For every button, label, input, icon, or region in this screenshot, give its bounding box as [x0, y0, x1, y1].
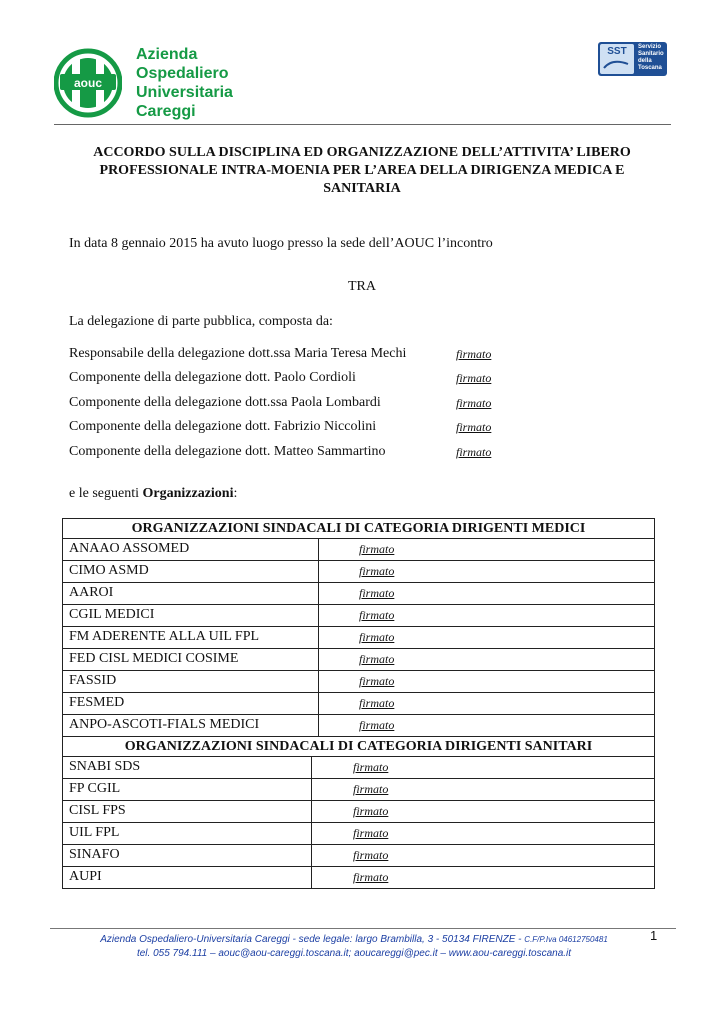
org-name: FED CISL MEDICI COSIME	[69, 651, 239, 666]
table-row	[63, 671, 654, 693]
footer-address	[0, 934, 716, 945]
delegation-row	[69, 419, 492, 435]
signature-mark: firmato	[456, 371, 492, 385]
sst-line: Toscana	[638, 65, 662, 71]
org-name: FM ADERENTE ALLA UIL FPL	[69, 629, 260, 644]
sst-line: della	[638, 58, 652, 64]
delegation-row	[69, 370, 492, 386]
orgs-prefix: e le seguenti	[69, 486, 143, 501]
sst-caption	[638, 44, 664, 72]
footer-vat: C.F/P.Iva 04612750481	[524, 935, 608, 944]
org-name: ANAAO ASSOMED	[69, 541, 190, 556]
footer-address-text: Azienda Ospedaliero-Universitaria Careggi - sede legale: largo Brambilla, 3 - 50134 FIRENZE -	[100, 934, 525, 945]
table-row	[63, 539, 654, 561]
table-row	[63, 823, 654, 845]
intro-paragraph: In data 8 gennaio 2015 ha avuto luogo presso la sede dell’AOUC l’incontro	[69, 236, 493, 251]
signature-mark: firmato	[456, 347, 492, 361]
delegation-row	[69, 395, 492, 411]
delegation-role: Componente della delegazione dott. Matteo Sammartino	[69, 444, 386, 459]
org-name: CIMO ASMD	[69, 563, 149, 578]
signature-mark: firmato	[353, 804, 389, 818]
organizations-table	[62, 518, 655, 889]
delegation-intro: La delegazione di parte pubblica, composta da:	[69, 314, 333, 329]
footer-divider	[50, 928, 676, 929]
signature-mark: firmato	[353, 870, 389, 884]
svg-text:aouc: aouc	[73, 76, 103, 90]
organizations-intro	[69, 486, 237, 502]
table-row	[63, 779, 654, 801]
table-row	[63, 715, 654, 737]
org-name: UIL FPL	[69, 825, 120, 840]
delegation-role: Componente della delegazione dott. Fabrizio Niccolini	[69, 419, 377, 434]
signature-mark: firmato	[359, 608, 395, 622]
svg-text:SST: SST	[607, 46, 627, 57]
signature-mark: firmato	[353, 826, 389, 840]
table-row	[63, 757, 654, 779]
orgs-bold: Organizzazioni	[142, 486, 234, 501]
org-name: FP CGIL	[69, 781, 121, 796]
table-row	[63, 561, 654, 583]
signature-mark: firmato	[359, 586, 395, 600]
delegation-role: Responsabile della delegazione dott.ssa Maria Teresa Mechi	[69, 346, 407, 361]
delegation-role: Componente della delegazione dott.ssa Paola Lombardi	[69, 395, 381, 410]
logo-line: Careggi	[136, 103, 196, 120]
signature-mark: firmato	[359, 652, 395, 666]
table-row	[63, 649, 654, 671]
delegation-role: Componente della delegazione dott. Paolo Cordioli	[69, 370, 356, 385]
org-name: ANPO-ASCOTI-FIALS MEDICI	[69, 717, 260, 732]
delegation-row	[69, 444, 492, 460]
signature-mark: firmato	[353, 760, 389, 774]
org-name: SNABI SDS	[69, 759, 141, 774]
section-header-medici: ORGANIZZAZIONI SINDACALI DI CATEGORIA DIRIGENTI MEDICI	[63, 519, 654, 539]
signature-mark: firmato	[359, 718, 395, 732]
org-name: CISL FPS	[69, 803, 126, 818]
org-name: AUPI	[69, 869, 102, 884]
signature-mark: firmato	[359, 630, 395, 644]
signature-mark: firmato	[456, 420, 492, 434]
signature-mark: firmato	[359, 542, 395, 556]
tra-heading: TRA	[348, 279, 376, 294]
table-row	[63, 801, 654, 823]
table-row	[63, 605, 654, 627]
section-header-sanitari: ORGANIZZAZIONI SINDACALI DI CATEGORIA DIRIGENTI SANITARI	[63, 737, 654, 757]
signature-mark: firmato	[456, 445, 492, 459]
page-number: 1	[650, 928, 658, 943]
signature-mark: firmato	[359, 564, 395, 578]
header-divider	[54, 124, 671, 125]
logo-line: Ospedaliero	[136, 65, 229, 82]
logo-wordmark	[136, 45, 233, 121]
orgs-suffix: :	[233, 486, 238, 501]
org-name: FASSID	[69, 673, 117, 688]
org-name: SINAFO	[69, 847, 120, 862]
delegation-row	[69, 346, 492, 362]
document-header	[0, 0, 724, 127]
signature-mark: firmato	[353, 782, 389, 796]
signature-mark: firmato	[359, 696, 395, 710]
signature-mark: firmato	[359, 674, 395, 688]
footer-contacts: tel. 055 794.111 – aouc@aou-careggi.toscana.it; aoucareggi@pec.it – www.aou-careggi.toscana.it	[136, 948, 572, 959]
org-name: AAROI	[69, 585, 114, 600]
logo-line: Azienda	[136, 46, 198, 63]
document-title: ACCORDO SULLA DISCIPLINA ED ORGANIZZAZIONE DELL’ATTIVITA’ LIBERO PROFESSIONALE INTRA-MOENIA PER L’AREA DELLA DIRIGENZA MEDICA E SANITARIA	[93, 145, 631, 196]
table-row	[63, 845, 654, 867]
signature-mark: firmato	[353, 848, 389, 862]
table-row	[63, 693, 654, 715]
table-row	[63, 627, 654, 649]
org-name: CGIL MEDICI	[69, 607, 155, 622]
logo-line: Universitaria	[136, 84, 233, 101]
signature-mark: firmato	[456, 396, 492, 410]
table-row	[63, 583, 654, 605]
sst-line: Servizio	[638, 44, 662, 50]
aouc-logo-icon	[54, 44, 122, 122]
sst-line: Sanitario	[638, 51, 664, 57]
org-name: FESMED	[69, 695, 125, 710]
table-row	[63, 867, 654, 888]
